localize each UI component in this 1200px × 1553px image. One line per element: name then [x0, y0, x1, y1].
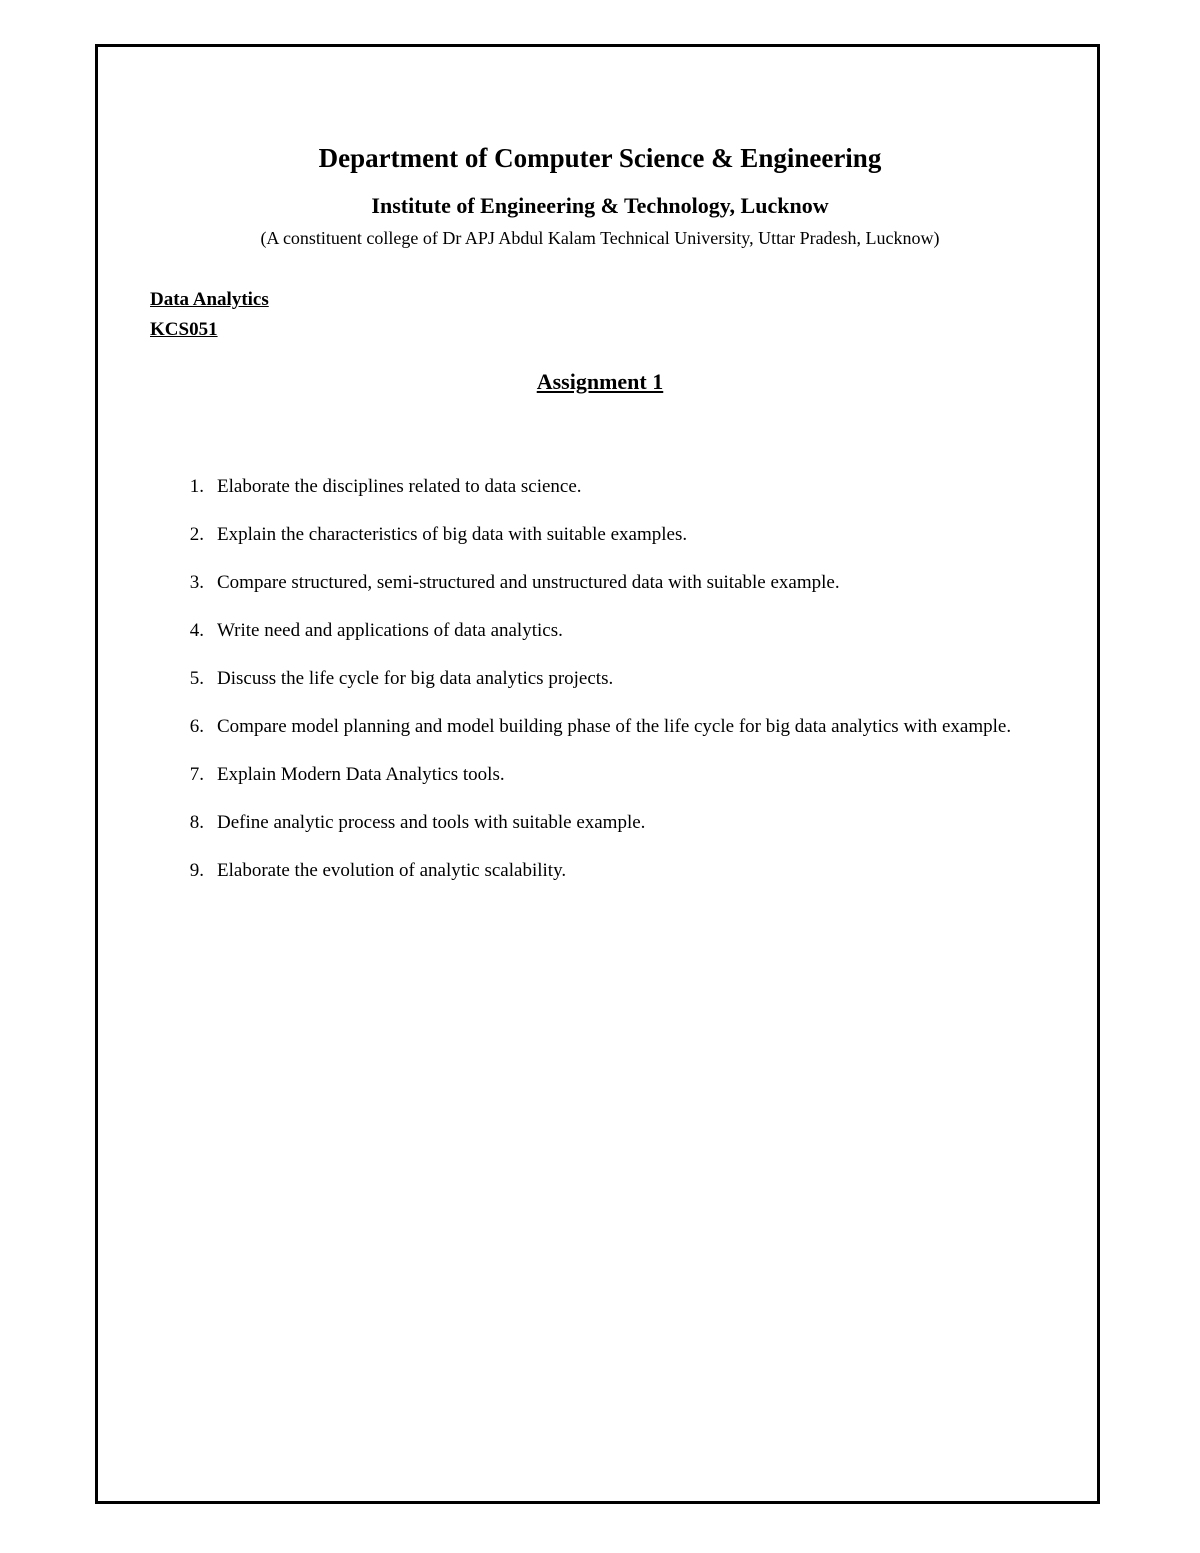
department-title: Department of Computer Science & Engineering — [318, 143, 882, 173]
question-item — [0, 472, 1200, 502]
question-number: 8. — [189, 812, 204, 833]
question-text: Explain the characteristics of big data with suitable examples. — [217, 524, 688, 545]
question-text: Write need and applications of data analytics. — [217, 620, 563, 641]
question-number: 6. — [189, 716, 204, 737]
question-text: Compare structured, semi-structured and unstructured data with suitable example. — [217, 572, 840, 593]
question-item — [0, 808, 1200, 838]
question-number: 7. — [189, 764, 204, 785]
question-text: Define analytic process and tools with suitable example. — [217, 812, 646, 833]
question-number: 2. — [189, 524, 204, 545]
question-item — [0, 568, 1200, 598]
question-text: Elaborate the evolution of analytic scalability. — [217, 860, 567, 881]
institute-title: Institute of Engineering & Technology, Lucknow — [371, 193, 829, 218]
question-text: Compare model planning and model building phase of the life cycle for big data analytics with example. — [217, 716, 1012, 737]
course-name: Data Analytics — [150, 289, 269, 310]
assignment-title: Assignment 1 — [536, 369, 664, 394]
course-code: KCS051 — [150, 319, 218, 340]
question-text: Elaborate the disciplines related to data science. — [217, 476, 582, 497]
question-text: Discuss the life cycle for big data analytics projects. — [217, 668, 614, 689]
question-item — [0, 520, 1200, 550]
question-number: 3. — [189, 572, 204, 593]
institute-affiliation: (A constituent college of Dr APJ Abdul Kalam Technical University, Uttar Pradesh, Lucknow) — [260, 228, 940, 248]
question-number: 1. — [189, 476, 204, 497]
question-item — [0, 712, 1200, 742]
question-text: Explain Modern Data Analytics tools. — [217, 764, 505, 785]
question-number: 9. — [189, 860, 204, 881]
question-number: 4. — [189, 620, 204, 641]
question-item — [0, 664, 1200, 694]
question-item — [0, 856, 1200, 886]
question-item — [0, 760, 1200, 790]
question-list — [0, 472, 1200, 904]
question-number: 5. — [189, 668, 204, 689]
question-item — [0, 616, 1200, 646]
